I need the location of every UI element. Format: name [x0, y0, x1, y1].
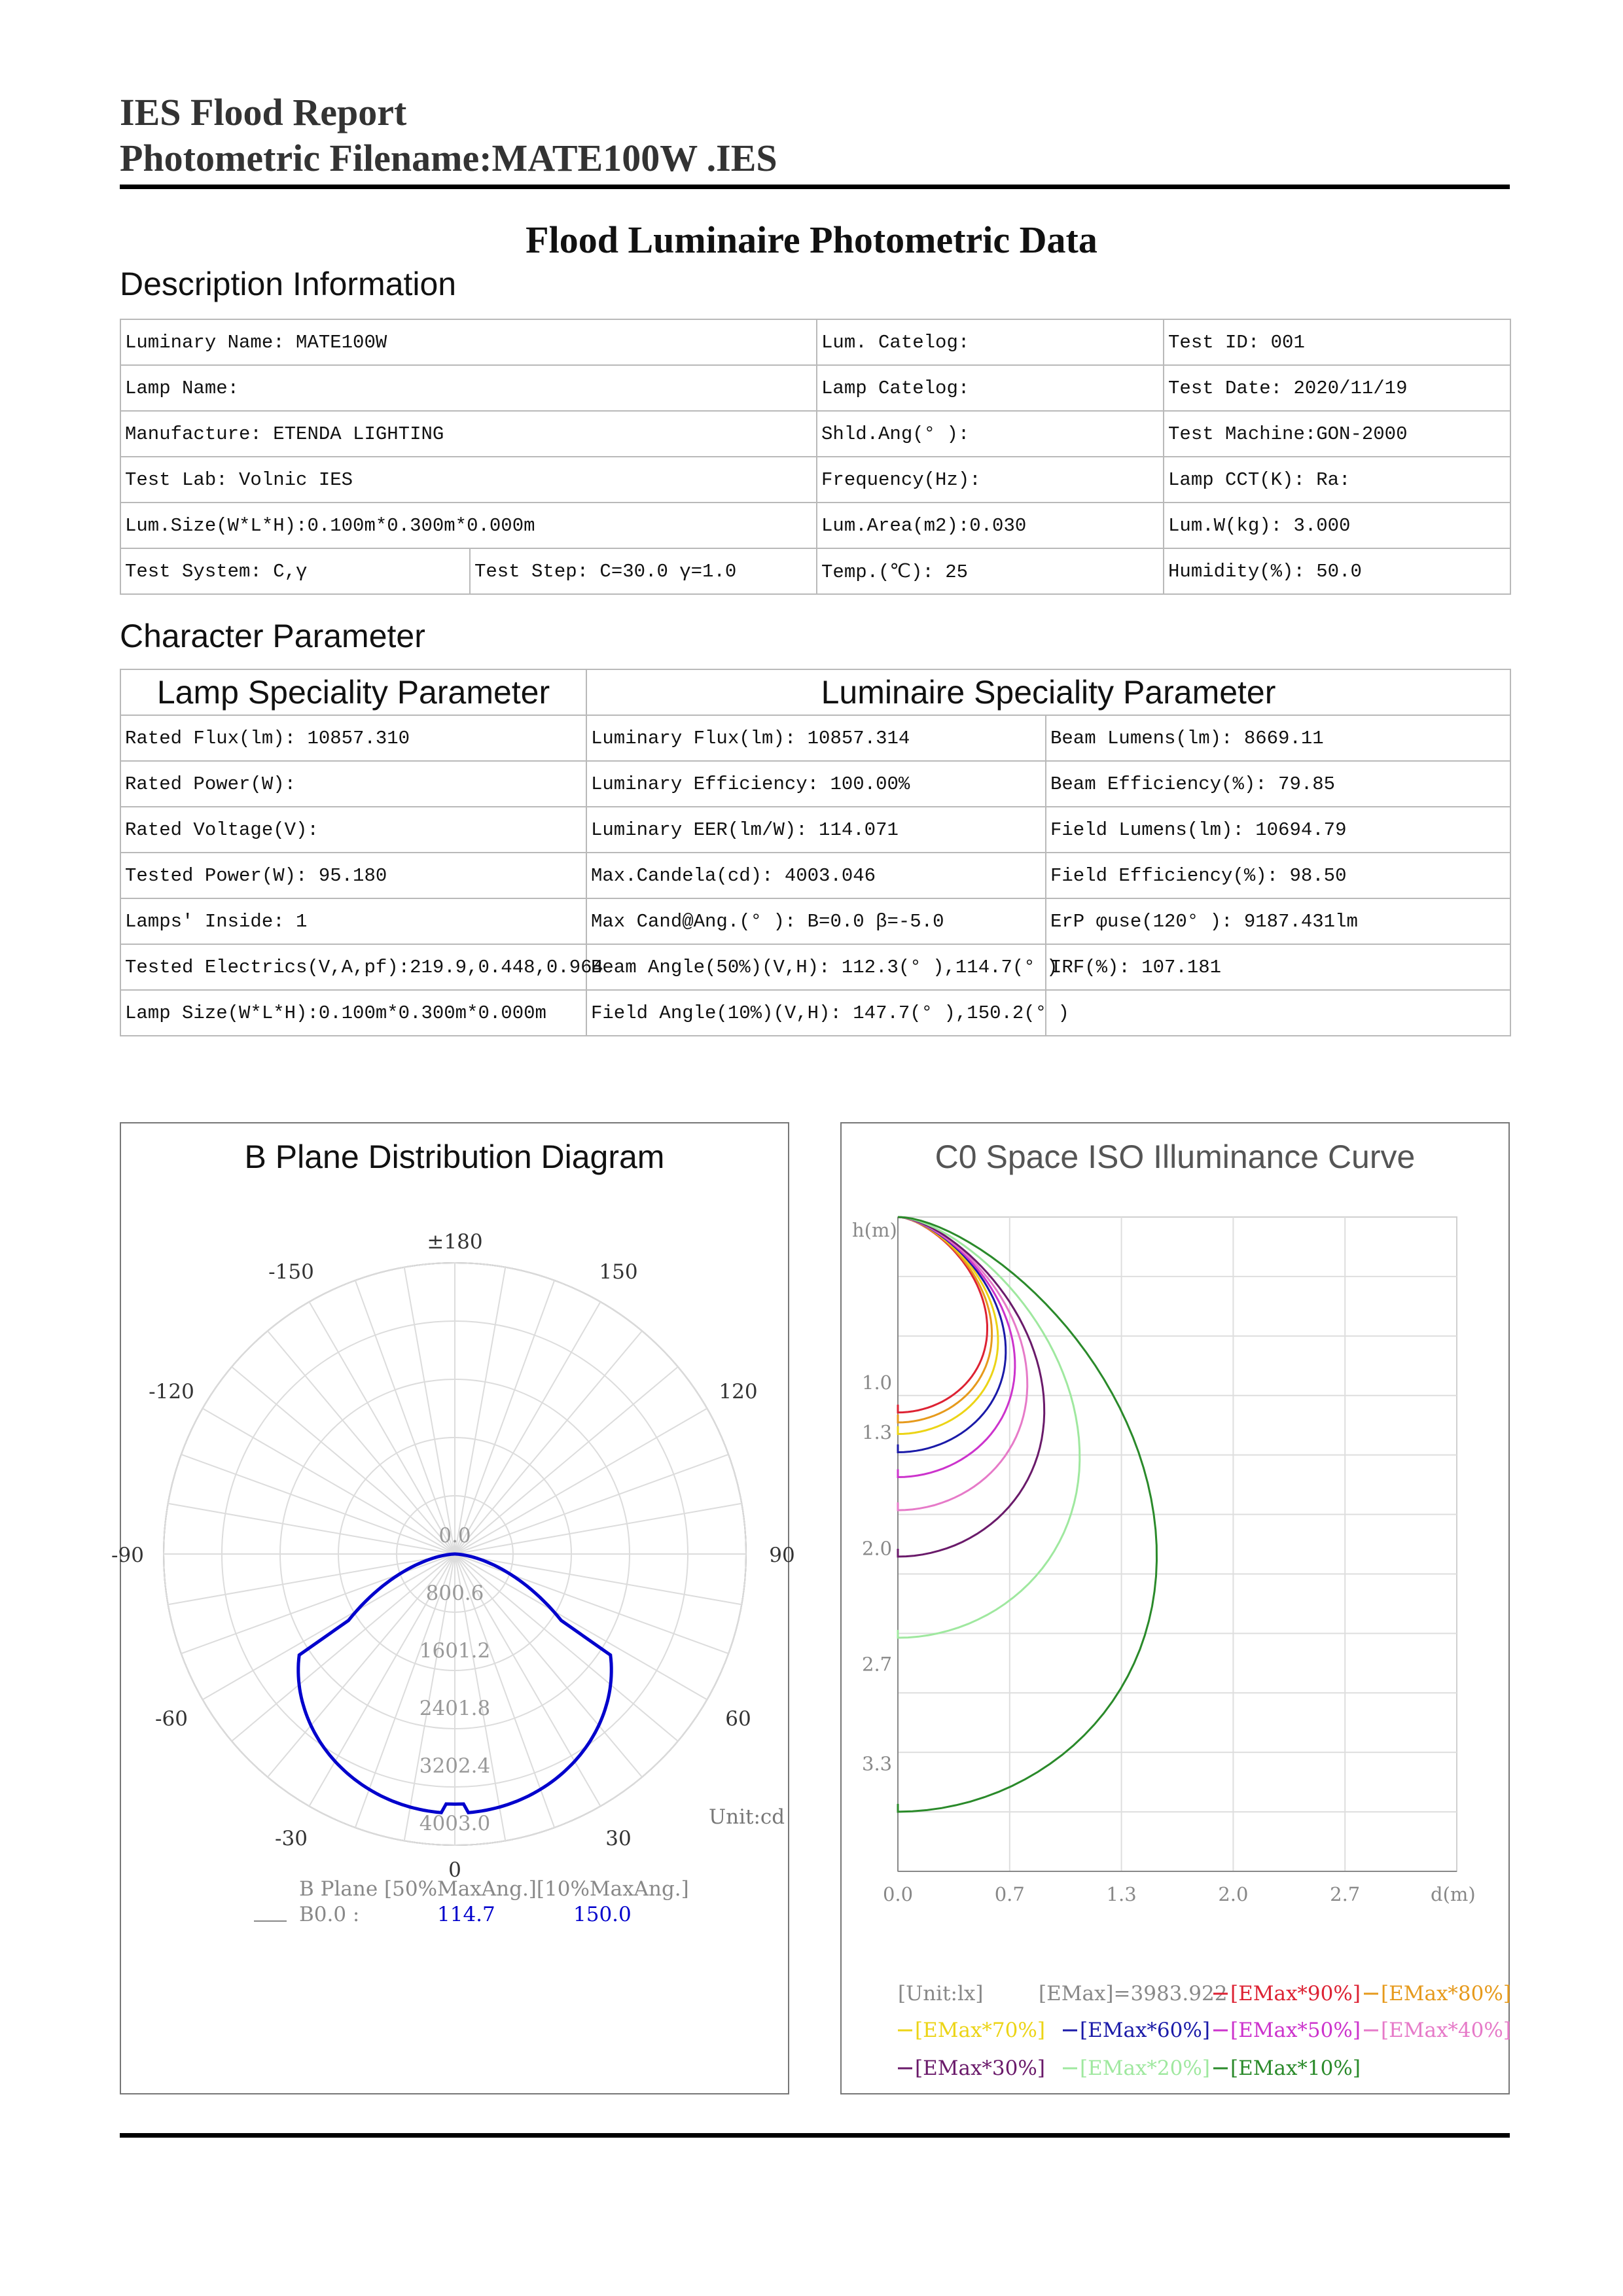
iso-legend-label: [EMax*10%] [1230, 2057, 1361, 2080]
description-cell: Manufacture: ETENDA LIGHTING [120, 411, 817, 457]
description-cell: Test Date: 2020/11/19 [1164, 365, 1510, 411]
polar-angle-label: 0 [448, 1858, 461, 1882]
character-cell: Rated Flux(lm): 10857.310 [120, 715, 586, 761]
description-row [120, 503, 1510, 548]
description-cell: Shld.Ang(° ): [817, 411, 1164, 457]
iso-legend-label: [EMax*70%] [915, 2019, 1045, 2042]
polar-angle-label: -120 [149, 1380, 194, 1404]
description-cell: Test System: C,γ [120, 548, 470, 594]
description-cell: Lamp Catelog: [817, 365, 1164, 411]
polar-angle-label: -90 [111, 1544, 144, 1567]
description-row [120, 365, 1510, 411]
iso-legend-unit: [Unit:lx] [898, 1982, 984, 2005]
top-divider [120, 185, 1510, 189]
description-section-title: Description Information [120, 266, 457, 302]
character-row [120, 715, 1510, 761]
character-cell: Field Angle(10%)(V,H): 147.7(° ),150.2(° ) [586, 990, 1046, 1036]
character-cell: Field Lumens(lm): 10694.79 [1046, 807, 1510, 853]
description-cell: Test Machine:GON-2000 [1164, 411, 1510, 457]
iso-y-tick: 2.7 [862, 1653, 893, 1676]
iso-legend-emax: [EMax]=3983.922 [1039, 1982, 1228, 2005]
character-cell: Tested Power(W): 95.180 [120, 853, 586, 898]
iso-y-tick: 1.3 [862, 1421, 893, 1444]
iso-curve [898, 1217, 998, 1434]
character-cell: Rated Voltage(V): [120, 807, 586, 853]
description-cell: Lum.W(kg): 3.000 [1164, 503, 1510, 548]
description-cell: Test Step: C=30.0 γ=1.0 [470, 548, 817, 594]
iso-curve-chart [840, 1122, 1510, 2094]
iso-y-tick: 1.0 [862, 1371, 893, 1394]
character-cell: Tested Electrics(V,A,pf):219.9,0.448,0.964 [120, 944, 586, 990]
description-cell: Lamp Name: [120, 365, 817, 411]
iso-legend-label: [EMax*40%] [1381, 2019, 1511, 2042]
report-title: IES Flood Report [120, 91, 407, 133]
description-cell: Luminary Name: MATE100W [120, 319, 817, 365]
description-row [120, 457, 1510, 503]
description-cell: Lamp CCT(K): Ra: [1164, 457, 1510, 503]
iso-y-tick: 3.3 [862, 1752, 893, 1775]
character-cell: Luminary EER(lm/W): 114.071 [586, 807, 1046, 853]
character-cell [1046, 990, 1510, 1036]
iso-x-tick: 0.0 [882, 1883, 914, 1905]
luminaire-param-header: Luminaire Speciality Parameter [586, 669, 1510, 715]
iso-x-tick: 1.3 [1106, 1883, 1137, 1905]
iso-legend-label: [EMax*60%] [1080, 2019, 1210, 2042]
description-cell: Test Lab: Volnic IES [120, 457, 817, 503]
polar-angle-label: -150 [268, 1260, 314, 1284]
description-cell: Humidity(%): 50.0 [1164, 548, 1510, 594]
lamp-param-header: Lamp Speciality Parameter [120, 669, 586, 715]
iso-legend-label: [EMax*20%] [1080, 2057, 1210, 2080]
character-cell: Beam Angle(50%)(V,H): 112.3(° ),114.7(° ) [586, 944, 1046, 990]
iso-curve [898, 1217, 1006, 1453]
iso-y-tick: 2.0 [862, 1537, 893, 1560]
iso-curve-title: C0 Space ISO Illuminance Curve [935, 1139, 1416, 1175]
character-table [120, 669, 1511, 1036]
iso-legend-label: [EMax*80%] [1381, 1982, 1511, 2005]
polar-angle-label: -60 [155, 1707, 188, 1731]
character-cell: IRF(%): 107.181 [1046, 944, 1510, 990]
character-cell: Max Cand@Ang.(° ): B=0.0 β=-5.0 [586, 898, 1046, 944]
main-title: Flood Luminaire Photometric Data [526, 219, 1097, 261]
description-cell: Frequency(Hz): [817, 457, 1164, 503]
description-table [120, 319, 1511, 595]
iso-legend-label: [EMax*50%] [1230, 2019, 1361, 2042]
description-row [120, 411, 1510, 457]
character-cell: Lamp Size(W*L*H):0.100m*0.300m*0.000m [120, 990, 586, 1036]
character-cell: Lamps' Inside: 1 [120, 898, 586, 944]
iso-legend-label: [EMax*90%] [1230, 1982, 1361, 2005]
description-row [120, 548, 1510, 594]
polar-legend-series: B0.0 : [299, 1903, 360, 1926]
character-cell: Rated Power(W): [120, 761, 586, 807]
iso-d-axis-label: d(m) [1431, 1883, 1476, 1905]
iso-x-tick: 0.7 [994, 1883, 1025, 1905]
description-cell: Lum.Area(m2):0.030 [817, 503, 1164, 548]
polar-legend-field-angle: 150.0 [573, 1903, 632, 1926]
character-row [120, 761, 1510, 807]
polar-legend-beam-angle: 114.7 [437, 1903, 495, 1926]
character-cell: Luminary Efficiency: 100.00% [586, 761, 1046, 807]
character-row [120, 898, 1510, 944]
character-section-title: Character Parameter [120, 618, 425, 654]
character-row [120, 853, 1510, 898]
polar-angle-label: 60 [725, 1707, 751, 1731]
iso-legend-label: [EMax*30%] [915, 2057, 1045, 2080]
description-row [120, 319, 1510, 365]
iso-plot-frame [898, 1217, 1457, 1871]
polar-angle-label: 30 [605, 1827, 632, 1851]
iso-x-tick: 2.0 [1218, 1883, 1249, 1905]
bottom-divider [120, 2133, 1510, 2138]
polar-radial-label: 0.0 [438, 1524, 471, 1547]
description-cell: Lum. Catelog: [817, 319, 1164, 365]
polar-angle-label: 90 [769, 1544, 795, 1567]
polar-angle-label: 150 [599, 1260, 638, 1284]
polar-unit-label: Unit:cd [709, 1805, 785, 1829]
character-cell: Max.Candela(cd): 4003.046 [586, 853, 1046, 898]
polar-diagram-title: B Plane Distribution Diagram [244, 1139, 665, 1175]
polar-radial-label: 3202.4 [419, 1754, 491, 1778]
iso-x-tick: 2.7 [1330, 1883, 1361, 1905]
iso-h-axis-label: h(m) [852, 1219, 897, 1241]
polar-angle-label: ±180 [427, 1230, 483, 1254]
character-row [120, 944, 1510, 990]
polar-radial-label: 800.6 [425, 1581, 484, 1605]
polar-angle-label: 120 [719, 1380, 758, 1404]
description-cell: Temp.(℃): 25 [817, 548, 1164, 594]
polar-radial-label: 1601.2 [419, 1639, 491, 1663]
description-cell: Lum.Size(W*L*H):0.100m*0.300m*0.000m [120, 503, 817, 548]
character-row [120, 990, 1510, 1036]
polar-radial-label: 4003.0 [419, 1812, 491, 1835]
polar-diagram [111, 1122, 795, 2094]
polar-radial-label: 2401.8 [419, 1697, 491, 1720]
polar-angle-label: -30 [275, 1827, 308, 1851]
character-cell: Beam Lumens(lm): 8669.11 [1046, 715, 1510, 761]
character-cell: ErP φuse(120° ): 9187.431lm [1046, 898, 1510, 944]
photometric-filename: Photometric Filename:MATE100W .IES [120, 137, 777, 179]
character-cell: Beam Efficiency(%): 79.85 [1046, 761, 1510, 807]
character-cell: Luminary Flux(lm): 10857.314 [586, 715, 1046, 761]
character-cell: Field Efficiency(%): 98.50 [1046, 853, 1510, 898]
polar-legend-header: B Plane [50%MaxAng.][10%MaxAng.] [299, 1877, 689, 1901]
description-cell: Test ID: 001 [1164, 319, 1510, 365]
character-row [120, 807, 1510, 853]
